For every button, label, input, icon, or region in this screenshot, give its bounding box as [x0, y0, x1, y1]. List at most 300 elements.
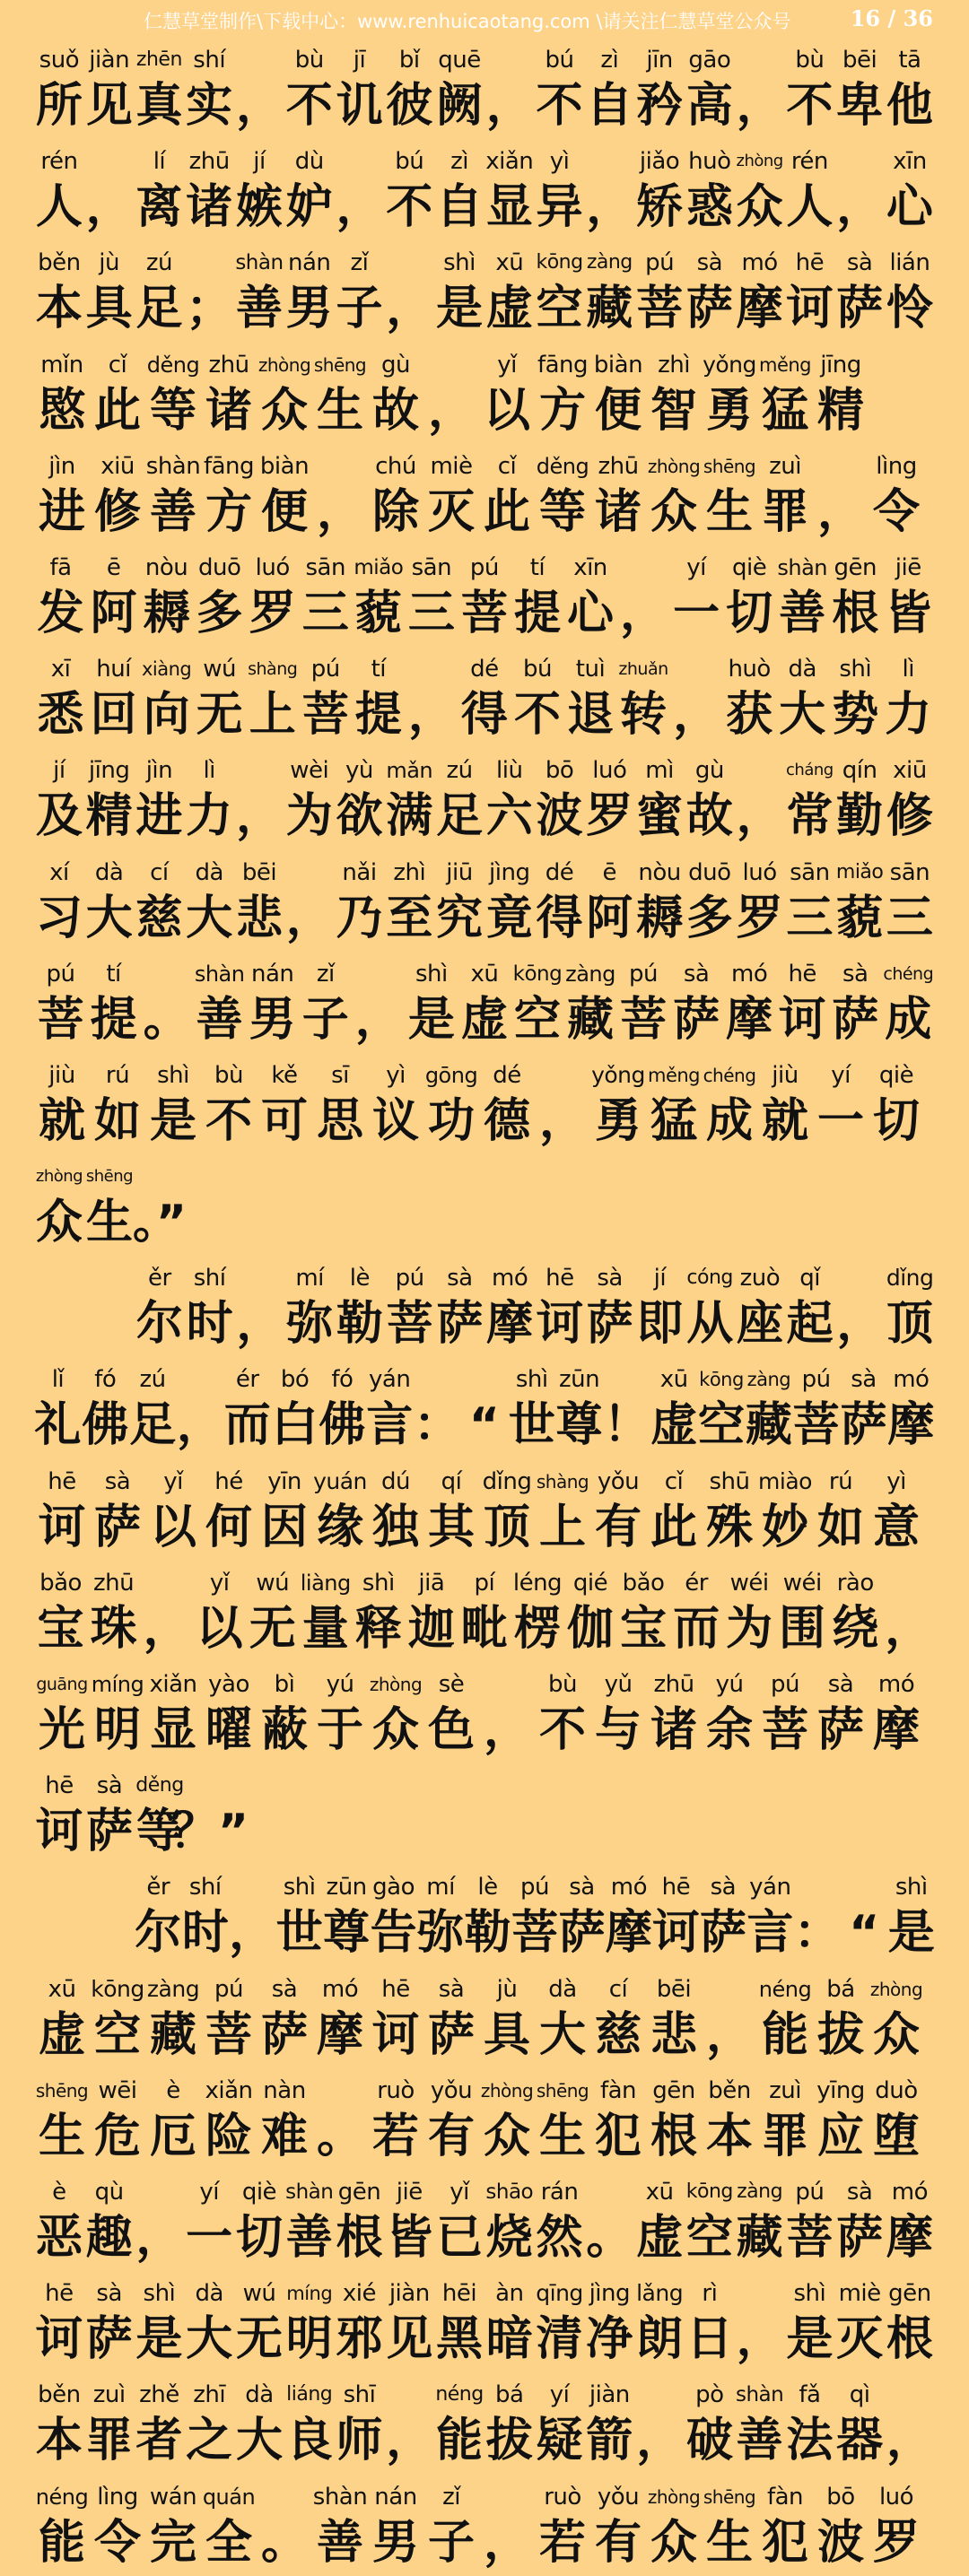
pinyin: shàn: [735, 2383, 784, 2407]
hanzi: 生: [538, 2109, 586, 2163]
pinyin: miào: [758, 1467, 812, 1494]
pinyin: zhòng: [369, 1674, 423, 1695]
pinyin: duō: [197, 553, 241, 581]
ruby-char: [646, 1458, 702, 1559]
punctuation: [184, 239, 234, 340]
ruby-char: [140, 544, 193, 645]
hanzi: 曜: [205, 1703, 252, 1757]
hanzi: 见: [386, 2312, 433, 2367]
hanzi: 法: [786, 2414, 834, 2468]
ruby-char: [698, 1355, 746, 1457]
pinyin: zhū: [653, 1671, 694, 1698]
pinyin: biàn: [593, 351, 643, 379]
text-line: [34, 2269, 949, 2371]
ruby-char: [685, 849, 735, 950]
hanzi: 便: [260, 484, 308, 539]
pinyin: jí: [253, 148, 266, 176]
pinyin: shì: [793, 2280, 826, 2308]
ruby-char: [834, 2371, 885, 2472]
pinyin: pú: [214, 1975, 243, 2003]
pinyin: yǐ: [497, 351, 517, 379]
hanzi: 大: [186, 891, 233, 945]
pinyin: tuì: [575, 656, 606, 683]
hanzi: 多: [196, 586, 243, 640]
pinyin: hēi: [441, 2280, 477, 2308]
hanzi: 危: [93, 2109, 141, 2163]
hanzi: 佛: [82, 1398, 129, 1453]
hanzi: ，: [836, 1297, 884, 1352]
hanzi: 显: [149, 1703, 196, 1757]
ruby-char: [757, 341, 813, 442]
ruby-char: [184, 137, 234, 239]
ruby-char: [834, 746, 885, 848]
pinyin: pú: [801, 1366, 831, 1394]
pinyin: yīng: [816, 2076, 865, 2104]
hanzi: 不: [513, 688, 561, 743]
hanzi: 顶: [886, 1297, 934, 1352]
text-line: [34, 137, 949, 239]
pinyin: zhì: [393, 858, 426, 886]
pinyin: zhuǎn: [618, 659, 668, 680]
pinyin: fó: [331, 1366, 354, 1394]
ruby-char: [201, 442, 257, 544]
pinyin: yù: [345, 757, 373, 785]
hanzi: 师: [336, 2414, 383, 2468]
pinyin: shì: [362, 1569, 395, 1597]
hanzi: 他: [886, 79, 933, 133]
pinyin: gēn: [652, 2076, 695, 2104]
pinyin: nǎi: [342, 858, 377, 886]
hanzi: 烧: [485, 2210, 533, 2265]
ruby-char: [284, 746, 335, 848]
ruby-char: [869, 1458, 924, 1559]
text-line: [34, 1762, 949, 1863]
ruby-char: [145, 1660, 201, 1762]
hanzi: 向: [143, 688, 190, 743]
pinyin: děng: [146, 352, 200, 378]
pinyin: nòu: [144, 553, 188, 581]
hanzi: 摩: [726, 992, 773, 1047]
pinyin: hē: [45, 2280, 74, 2308]
ruby-char: [234, 2269, 284, 2371]
ruby-char: [590, 442, 646, 544]
ruby-char: [34, 2371, 84, 2472]
pinyin: néng: [35, 2484, 89, 2510]
ruby-char: [646, 2067, 702, 2168]
hanzi: 皆: [386, 2210, 433, 2265]
ruby-char: [484, 137, 535, 239]
ruby-char: [535, 2067, 590, 2168]
punctuation: [140, 1559, 193, 1660]
hanzi: 猛: [650, 1093, 697, 1148]
punctuation: [584, 2168, 634, 2269]
ruby-char: [885, 137, 935, 239]
pinyin: sà: [710, 1874, 737, 1902]
pinyin: yǒu: [597, 2483, 640, 2511]
pinyin: bù: [294, 47, 324, 74]
hanzi: 诸: [186, 180, 233, 235]
ruby-char: [869, 2473, 924, 2574]
pinyin: shàn: [312, 2483, 368, 2511]
hanzi: 。: [316, 2109, 363, 2163]
hanzi: 明: [93, 1703, 141, 1757]
hanzi: 菩: [301, 688, 349, 743]
hanzi: 有: [594, 1500, 642, 1554]
pinyin: chéng: [883, 963, 934, 984]
pinyin: dà: [245, 2381, 274, 2409]
ruby-char: [257, 1965, 312, 2067]
pinyin: bǎo: [39, 1569, 82, 1597]
hanzi: 萨: [673, 992, 720, 1047]
punctuation: [414, 1355, 461, 1457]
pinyin: hē: [546, 1265, 574, 1292]
ruby-char: [284, 1254, 335, 1355]
ruby-char: [352, 645, 405, 746]
hanzi: 欲: [336, 789, 383, 844]
hanzi: 明: [285, 2312, 333, 2367]
pinyin: rào: [836, 1569, 874, 1597]
hanzi: 人: [35, 180, 83, 235]
punctuation: [479, 1660, 535, 1762]
hanzi: 灭: [836, 2312, 884, 2367]
text-line: [34, 1153, 949, 1254]
hanzi: 珠: [90, 1601, 137, 1656]
ruby-char: [405, 950, 458, 1051]
ruby-char: [784, 2168, 834, 2269]
pinyin: pú: [629, 960, 659, 988]
punctuation: [584, 137, 634, 239]
pinyin: rán: [540, 2178, 579, 2206]
hanzi: 离: [135, 180, 183, 235]
hanzi: 以: [149, 1500, 196, 1554]
pinyin: zǐ: [316, 960, 335, 988]
hanzi: 菩: [620, 992, 668, 1047]
hanzi: 释: [354, 1601, 402, 1656]
hanzi: 波: [816, 2515, 864, 2570]
pinyin: yǒu: [597, 1467, 640, 1495]
hanzi: 完: [149, 2515, 196, 2570]
hanzi: 所: [35, 79, 83, 133]
hanzi: 阿: [90, 586, 137, 640]
pinyin: fāng: [537, 351, 589, 379]
hanzi: 妒: [285, 180, 333, 235]
hanzi: 常: [786, 789, 834, 844]
pinyin: zàng: [146, 1975, 200, 2002]
hanzi: 转: [620, 688, 668, 743]
ruby-char: [702, 2067, 757, 2168]
pinyin: qiè: [732, 553, 767, 581]
pinyin: bù: [214, 1061, 243, 1089]
ruby-char: [323, 1863, 370, 1964]
pinyin: zhòng: [647, 455, 701, 477]
pinyin: tí: [371, 656, 387, 683]
hanzi: 菩: [792, 1398, 840, 1453]
hanzi: 一: [186, 2210, 233, 2265]
pinyin: tí: [106, 960, 121, 988]
text-line: [34, 645, 949, 746]
ruby-char: [646, 2473, 702, 2574]
pinyin: yīn: [267, 1467, 301, 1495]
pinyin: shàn: [145, 452, 201, 480]
ruby-char: [352, 1559, 405, 1660]
pinyin: shū: [709, 1467, 750, 1495]
ruby-char: [885, 2168, 935, 2269]
pinyin: jí: [53, 757, 65, 785]
hanzi: 藏: [736, 2210, 783, 2265]
pinyin: hē: [45, 1772, 74, 1800]
ruby-char: [193, 544, 246, 645]
ruby-char: [840, 1355, 887, 1457]
punctuation: [384, 239, 434, 340]
ruby-char: [135, 849, 185, 950]
text-line: [34, 1660, 949, 1762]
pinyin: bù: [795, 47, 825, 74]
ruby-char: [584, 2269, 634, 2371]
ruby-char: [702, 341, 757, 442]
hanzi: 萨: [685, 282, 733, 336]
hanzi: 菩: [511, 1906, 558, 1961]
ruby-char: [590, 1965, 646, 2067]
ruby-char: [140, 645, 193, 746]
pinyin: qié: [572, 1569, 608, 1597]
pinyin: xū: [645, 2178, 674, 2206]
pinyin: lián: [889, 249, 930, 277]
ruby-char: [299, 544, 352, 645]
hanzi: 慈: [135, 891, 183, 945]
ruby-char: [511, 645, 563, 746]
pinyin: shēng: [703, 2485, 756, 2508]
hanzi: 破: [685, 2414, 733, 2468]
ruby-char: [84, 1762, 135, 1863]
hanzi: 男: [249, 992, 296, 1047]
pinyin: wán: [149, 2483, 197, 2511]
pinyin: wèi: [290, 757, 329, 785]
hanzi: 生: [38, 2109, 85, 2163]
pinyin: bǐ: [398, 47, 420, 74]
ruby-char: [34, 239, 84, 340]
hanzi: 礼: [34, 1398, 82, 1453]
pinyin: bá: [826, 1975, 855, 2003]
pinyin: lì: [203, 757, 215, 785]
pinyin: dù: [294, 148, 324, 176]
ruby-char: [145, 1458, 201, 1559]
pinyin: jiù: [772, 1061, 799, 1089]
ruby-char: [34, 137, 84, 239]
ruby-char: [511, 1559, 563, 1660]
hanzi: 邪: [336, 2312, 383, 2367]
hanzi: 进: [38, 484, 85, 539]
hanzi: ，: [316, 484, 363, 539]
pinyin: biàn: [259, 452, 310, 480]
punctuation: [702, 1965, 757, 2067]
ruby-char: [652, 1863, 699, 1964]
hanzi: ，: [285, 891, 333, 945]
pinyin: shàn: [285, 2180, 334, 2204]
ruby-char: [535, 2269, 585, 2371]
hanzi: 修: [886, 789, 933, 844]
hanzi: 菩: [386, 1297, 433, 1352]
hanzi: 诃: [371, 2007, 419, 2062]
hanzi: ，: [673, 688, 720, 743]
hanzi: 根: [886, 2312, 933, 2367]
ruby-char: [34, 341, 90, 442]
hanzi: 萨: [85, 2312, 133, 2367]
ruby-char: [299, 1559, 352, 1660]
ruby-char: [257, 1458, 312, 1559]
ruby-char: [284, 2269, 335, 2371]
pinyin: dà: [788, 656, 816, 683]
ruby-char: [257, 341, 312, 442]
pinyin: mó: [893, 1366, 930, 1394]
hanzi: 勇: [705, 383, 753, 438]
pinyin: luó: [255, 553, 290, 581]
hanzi: 尔: [135, 1906, 182, 1961]
hanzi: 已: [436, 2210, 484, 2265]
ruby-char: [34, 1458, 90, 1559]
ruby-char: [829, 645, 882, 746]
hanzi: 彼: [386, 79, 433, 133]
pinyin: pú: [645, 249, 675, 277]
pinyin: lè: [477, 1874, 498, 1902]
pinyin: shēng: [35, 2079, 89, 2102]
pinyin: shì: [443, 249, 476, 277]
pinyin: jīn: [646, 47, 673, 74]
pinyin: zú: [145, 249, 172, 277]
pinyin: hé: [214, 1467, 243, 1495]
hanzi: 蔽: [260, 1703, 308, 1757]
pinyin: dà: [195, 858, 223, 886]
hanzi: 得: [536, 891, 583, 945]
ruby-char: [834, 36, 885, 137]
ruby-char: [423, 2067, 479, 2168]
ruby-char: [368, 1965, 423, 2067]
pinyin: è: [166, 2076, 180, 2104]
hanzi: 若: [371, 2109, 419, 2163]
hanzi: 其: [427, 1500, 475, 1554]
hanzi: 生: [85, 1196, 133, 1250]
pinyin: pú: [771, 1671, 799, 1698]
hanzi: 萨: [85, 1805, 133, 1859]
ruby-char: [319, 1355, 366, 1457]
ruby-char: [484, 849, 535, 950]
hanzi: 悲: [235, 891, 283, 945]
pinyin: zhì: [658, 351, 690, 379]
ruby-char: [885, 849, 935, 950]
hanzi: 箭: [586, 2414, 633, 2468]
hanzi: 得: [460, 688, 508, 743]
hanzi: 等: [135, 1805, 183, 1859]
pinyin: nán: [374, 2483, 417, 2511]
pinyin: lǐ: [51, 1366, 65, 1394]
pinyin: zhū: [598, 452, 639, 480]
pinyin: shì: [839, 656, 872, 683]
pinyin: sà: [104, 1467, 131, 1495]
punctuation: [352, 950, 405, 1051]
ruby-char: [646, 442, 702, 544]
pinyin: néng: [758, 1976, 812, 2002]
pinyin: lí: [153, 148, 166, 176]
pinyin: zuì: [769, 2076, 801, 2104]
hanzi: 座: [736, 1297, 783, 1352]
ruby-char: [335, 1254, 385, 1355]
hanzi: 高: [685, 79, 733, 133]
pinyin: shí: [193, 47, 226, 74]
hanzi: 诃: [35, 2312, 83, 2367]
ruby-char: [368, 1051, 423, 1153]
hanzi: 根: [650, 2109, 697, 2163]
ruby-char: [869, 1965, 924, 2067]
hanzi: 勤: [836, 789, 884, 844]
ruby-char: [135, 137, 185, 239]
ruby-char: [34, 950, 87, 1051]
hanzi: 罪: [761, 484, 808, 539]
hanzi: 猛: [761, 383, 808, 438]
pinyin: bēi: [842, 47, 877, 74]
ruby-char: [590, 2473, 646, 2574]
hanzi: 尊: [323, 1906, 371, 1961]
ruby-char: [784, 2371, 834, 2472]
hanzi: 诸: [594, 484, 642, 539]
pinyin: mó: [731, 960, 768, 988]
ruby-char: [201, 1051, 257, 1153]
pinyin: kōng: [699, 1369, 744, 1391]
ruby-char: [434, 36, 484, 137]
ruby-char: [511, 950, 563, 1051]
ruby-char: [646, 341, 702, 442]
text-line: [34, 1254, 949, 1355]
pinyin: wú: [203, 656, 237, 683]
hanzi: 是: [407, 992, 455, 1047]
punctuation: [603, 1355, 650, 1457]
hanzi: 除: [371, 484, 419, 539]
ruby-char: [193, 950, 246, 1051]
hanzi: 进: [135, 789, 183, 844]
hanzi: 能: [761, 2007, 808, 2062]
hanzi: 男: [371, 2515, 419, 2570]
pinyin: yí: [549, 2381, 570, 2409]
hanzi: 上: [538, 1500, 586, 1554]
hanzi: 趣: [85, 2210, 133, 2265]
hanzi: 无: [196, 688, 243, 743]
pinyin: huò: [688, 148, 731, 176]
hanzi: 此: [93, 383, 141, 438]
hanzi: 令: [872, 484, 920, 539]
ruby-char: [257, 442, 312, 544]
hanzi: 萨: [436, 1297, 484, 1352]
hanzi: “: [468, 1398, 500, 1453]
ruby-char: [90, 341, 145, 442]
pinyin: xīn: [893, 148, 927, 176]
hanzi: 善: [196, 992, 243, 1047]
hanzi: 满: [386, 789, 433, 844]
ruby-char: [700, 1863, 746, 1964]
text-line: [34, 1051, 949, 1153]
hanzi: 三: [786, 891, 834, 945]
pinyin: rú: [105, 1061, 130, 1089]
hanzi: 悲: [650, 2007, 697, 2062]
pinyin: miǎo: [835, 860, 884, 883]
pinyin: dé: [470, 656, 499, 683]
pinyin: sī: [331, 1061, 349, 1089]
hanzi: ，: [736, 789, 783, 844]
ruby-char: [563, 1559, 616, 1660]
ruby-char: [869, 1660, 924, 1762]
pinyin: yǐ: [163, 1467, 183, 1495]
pinyin: sè: [438, 1671, 465, 1698]
ruby-char: [335, 2371, 385, 2472]
pinyin: mó: [877, 1671, 915, 1698]
pinyin: wéi: [729, 1569, 769, 1597]
